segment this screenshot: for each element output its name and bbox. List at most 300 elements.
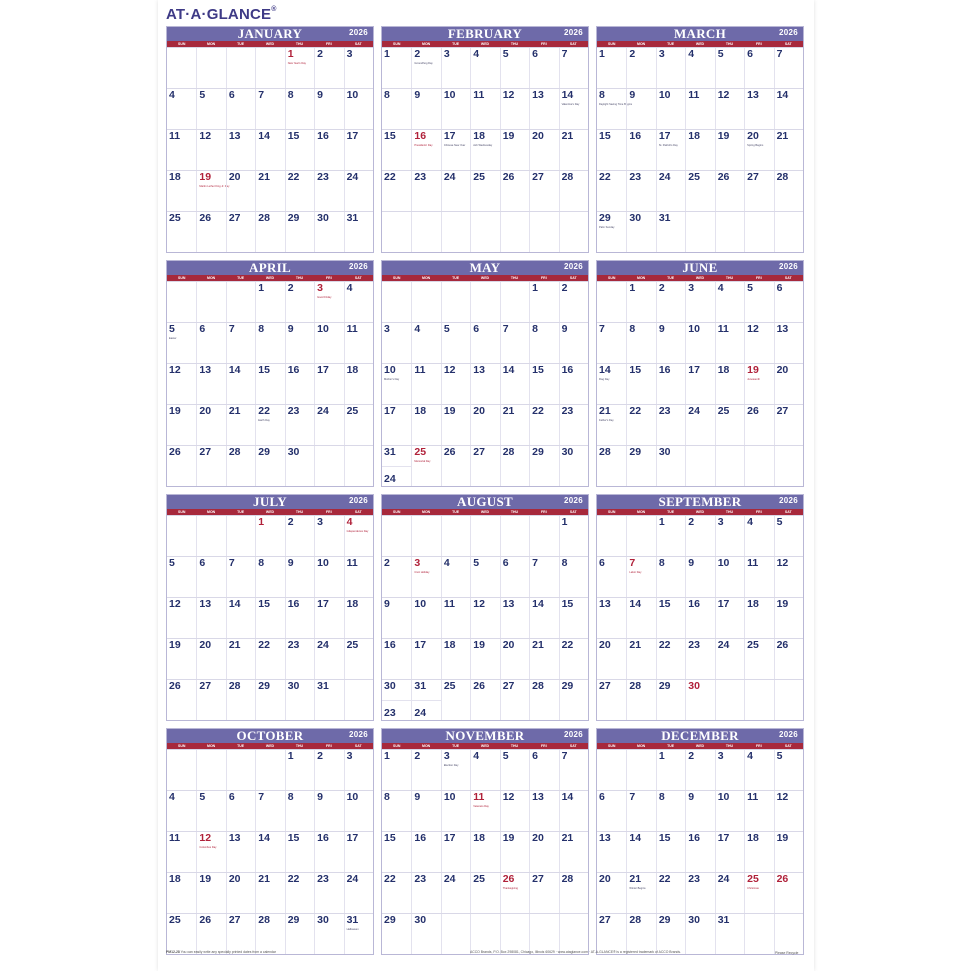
weekday-label: TUE — [667, 276, 675, 280]
day-number: 16 — [414, 130, 427, 142]
weekday-label: SUN — [178, 42, 186, 46]
day-number: 24 — [443, 873, 456, 885]
month-year: 2026 — [349, 262, 368, 271]
day-cell — [382, 446, 411, 486]
day-cell — [626, 446, 655, 486]
day-number: 13 — [599, 832, 611, 844]
day-cell — [255, 639, 284, 679]
day-cell — [255, 405, 284, 445]
day-cell — [656, 323, 685, 363]
weekday-label: WED — [265, 744, 275, 748]
day-number: 13 — [228, 832, 241, 844]
day-cell — [314, 323, 343, 363]
day-cell — [656, 282, 685, 322]
day-cell — [744, 446, 773, 486]
day-cell — [656, 405, 685, 445]
day-cell — [167, 405, 196, 445]
weekday-label: SAT — [354, 510, 362, 514]
day-cell — [529, 639, 558, 679]
day-number: 19 — [473, 639, 485, 651]
day-number: 16 — [629, 130, 642, 142]
week-row — [382, 363, 588, 404]
day-number: 26 — [169, 446, 181, 458]
day-cell — [626, 364, 655, 404]
day-note: Flag Day — [599, 378, 610, 381]
day-cell — [167, 130, 196, 170]
day-number: 20 — [776, 364, 789, 376]
day-number: 14 — [258, 832, 270, 844]
day-note: Valentine's Day — [561, 103, 580, 106]
day-cell — [314, 364, 343, 404]
day-number: 23 — [688, 639, 700, 651]
month-august — [381, 494, 589, 721]
day-cell — [285, 171, 314, 211]
day-cell — [382, 364, 411, 404]
day-number: 9 — [658, 323, 665, 335]
weekday-label: MON — [637, 276, 646, 280]
day-cell — [344, 791, 373, 831]
day-cell — [226, 446, 255, 486]
day-number: 27 — [532, 171, 544, 183]
day-number: 17 — [717, 832, 730, 844]
day-cell — [441, 89, 470, 129]
footer-center: ACCO Brands, P.O. Box 298081, Chicago, Illinois 60629 · www.ataglance.com · AT-A-GLANCE® is a registered trademark of ACCO Brands. — [470, 950, 681, 954]
day-number: 12 — [502, 791, 515, 803]
day-number: 3 — [317, 282, 323, 294]
day-number: 3 — [346, 750, 353, 762]
day-cell — [559, 873, 588, 913]
day-cell — [285, 557, 314, 597]
day-cell — [685, 405, 714, 445]
day-number: 4 — [688, 48, 695, 60]
brand-mark: ® — [271, 6, 277, 13]
day-cell — [559, 323, 588, 363]
day-number: 21 — [599, 405, 611, 417]
day-cell — [314, 750, 343, 790]
day-cell — [344, 89, 373, 129]
day-cell — [411, 832, 440, 872]
day-number: 3 — [717, 516, 724, 528]
day-cell — [382, 914, 411, 954]
day-cell — [285, 405, 314, 445]
day-number: 12 — [169, 364, 181, 376]
day-cell — [685, 446, 714, 486]
day-cell — [715, 48, 744, 88]
month-september — [596, 494, 804, 721]
day-cell — [167, 446, 196, 486]
day-cell — [382, 282, 411, 322]
weekday-label: FRI — [756, 744, 762, 748]
day-cell — [774, 832, 803, 872]
day-cell — [314, 405, 343, 445]
day-cell — [470, 598, 499, 638]
day-cell — [167, 680, 196, 720]
day-cell — [285, 89, 314, 129]
day-cell — [344, 364, 373, 404]
day-cell — [382, 171, 411, 211]
day-cell — [285, 750, 314, 790]
day-number: 29 — [287, 914, 300, 926]
day-cell — [285, 873, 314, 913]
day-cell — [167, 914, 196, 954]
day-number: 19 — [776, 598, 789, 610]
day-cell — [167, 750, 196, 790]
month-name: MARCH — [673, 26, 727, 41]
day-cell — [597, 282, 626, 322]
day-cell — [411, 446, 440, 486]
day-number: 27 — [599, 680, 611, 692]
day-cell — [529, 48, 558, 88]
day-cell — [470, 212, 499, 252]
day-number: 1 — [629, 282, 636, 294]
weekday-label: TUE — [237, 744, 245, 748]
footer-left — [166, 950, 276, 954]
day-number: 5 — [717, 48, 724, 60]
day-number: 20 — [228, 873, 241, 885]
day-cell — [597, 750, 626, 790]
day-number: 12 — [776, 557, 789, 569]
day-cell — [196, 639, 225, 679]
day-cell — [744, 873, 773, 913]
day-number: 24 — [384, 473, 396, 485]
day-number: 10 — [717, 791, 730, 803]
day-cell — [626, 914, 655, 954]
day-number: 30 — [287, 680, 300, 692]
day-number: 26 — [199, 914, 212, 926]
day-number: 15 — [561, 598, 574, 610]
day-cell — [774, 516, 803, 556]
day-number: 10 — [658, 89, 671, 101]
day-number: 4 — [717, 282, 724, 294]
weekday-label: MON — [637, 510, 646, 514]
day-number: 24 — [346, 873, 359, 885]
day-cell — [411, 282, 440, 322]
weekday-label: MON — [207, 42, 216, 46]
day-cell — [226, 212, 255, 252]
footer-right: Please Recycle — [775, 951, 799, 955]
day-number: 5 — [199, 791, 206, 803]
day-cell — [382, 639, 411, 679]
week-row — [167, 790, 373, 831]
day-number: 5 — [776, 516, 783, 528]
day-number: 23 — [317, 873, 329, 885]
day-number: 15 — [258, 364, 270, 376]
week-row — [382, 872, 588, 913]
day-number: 2 — [384, 557, 390, 569]
day-cell — [559, 914, 588, 954]
day-cell — [255, 832, 284, 872]
week-row — [382, 170, 588, 211]
weekday-label: FRI — [541, 510, 547, 514]
day-number: 6 — [599, 557, 605, 569]
brand-logo — [166, 6, 277, 23]
day-number: 10 — [384, 364, 396, 376]
day-number: 17 — [346, 832, 359, 844]
day-cell — [285, 639, 314, 679]
day-number: 18 — [747, 832, 759, 844]
day-number: 17 — [414, 639, 427, 651]
day-number: 10 — [443, 791, 456, 803]
day-cell — [196, 171, 230, 211]
day-cell — [382, 750, 411, 790]
day-number: 22 — [532, 405, 544, 417]
day-cell — [382, 405, 411, 445]
day-number: 11 — [346, 557, 358, 569]
day-cell — [597, 832, 626, 872]
weekday-label: FRI — [541, 276, 547, 280]
day-cell — [167, 873, 196, 913]
day-cell — [529, 212, 558, 252]
day-number: 30 — [629, 212, 642, 224]
day-number: 25 — [688, 171, 700, 183]
day-number: 16 — [414, 832, 427, 844]
week-row — [167, 679, 373, 720]
day-cell — [529, 282, 558, 322]
day-number: 19 — [747, 364, 759, 376]
day-number: 29 — [258, 680, 270, 692]
day-cell — [559, 750, 588, 790]
day-cell — [529, 364, 558, 404]
day-cell — [167, 791, 196, 831]
day-cell — [226, 832, 255, 872]
day-number: 2 — [414, 48, 421, 60]
day-number: 7 — [561, 48, 568, 60]
weekday-label: TUE — [237, 42, 245, 46]
day-cell — [314, 516, 343, 556]
day-cell — [344, 405, 373, 445]
day-cell — [559, 598, 588, 638]
day-cell — [559, 791, 588, 831]
day-cell — [744, 791, 773, 831]
day-number: 29 — [287, 212, 300, 224]
footer-left-text: You can easily write any specially printed dates from a calendar — [180, 950, 276, 954]
day-number: 7 — [502, 323, 509, 335]
day-number: 10 — [317, 557, 329, 569]
day-number: 18 — [169, 873, 181, 885]
day-cell — [470, 89, 499, 129]
day-number: 31 — [384, 446, 396, 458]
day-cell — [685, 323, 714, 363]
day-cell — [656, 89, 685, 129]
day-cell — [774, 598, 803, 638]
day-number: 2 — [658, 282, 665, 294]
day-number: 24 — [658, 171, 671, 183]
month-weeks — [597, 749, 803, 954]
day-cell — [441, 914, 470, 954]
day-number: 31 — [658, 212, 671, 224]
week-row — [167, 515, 373, 556]
day-cell — [597, 914, 626, 954]
day-cell — [470, 282, 499, 322]
day-cell — [226, 791, 255, 831]
weekday-label: THU — [295, 42, 304, 46]
weekday-label: THU — [725, 276, 734, 280]
day-number: 4 — [473, 750, 480, 762]
day-cell — [685, 48, 714, 88]
day-cell — [500, 598, 529, 638]
day-number: 8 — [629, 323, 636, 335]
day-number: 31 — [717, 914, 730, 926]
day-cell — [597, 680, 626, 720]
day-cell — [441, 405, 470, 445]
day-number: 14 — [599, 364, 611, 376]
day-number: 5 — [199, 89, 206, 101]
day-number: 26 — [776, 639, 789, 651]
day-cell — [529, 171, 558, 211]
week-row — [167, 638, 373, 679]
day-cell — [626, 873, 655, 913]
day-number: 19 — [169, 405, 181, 417]
day-cell — [685, 873, 714, 913]
month-year: 2026 — [349, 496, 368, 505]
day-cell — [344, 323, 373, 363]
day-number: 4 — [414, 323, 421, 335]
day-number: 3 — [346, 48, 353, 60]
day-cell — [314, 89, 343, 129]
day-number: 8 — [384, 791, 390, 803]
day-number: 30 — [384, 680, 396, 692]
weekday-label: SAT — [569, 744, 577, 748]
day-cell — [255, 130, 284, 170]
day-cell — [255, 364, 284, 404]
day-cell — [626, 405, 655, 445]
month-name: APRIL — [249, 260, 291, 275]
weekday-label: WED — [480, 744, 490, 748]
day-number: 18 — [169, 171, 181, 183]
day-number: 14 — [629, 832, 642, 844]
day-cell — [441, 598, 470, 638]
weekday-label: FRI — [756, 276, 762, 280]
day-number: 12 — [473, 598, 485, 610]
day-cell — [196, 791, 225, 831]
day-number: 22 — [258, 405, 270, 417]
day-cell — [500, 446, 529, 486]
day-cell — [196, 48, 225, 88]
day-number: 8 — [287, 89, 294, 101]
day-cell — [255, 680, 284, 720]
day-number: 20 — [532, 832, 544, 844]
month-name: JUNE — [682, 260, 718, 275]
day-cell — [344, 750, 373, 790]
day-number: 4 — [346, 282, 353, 294]
day-number: 19 — [169, 639, 181, 651]
day-cell — [685, 791, 714, 831]
day-note: Juneteenth — [747, 378, 760, 381]
day-cell — [597, 89, 633, 129]
day-number: 15 — [532, 364, 544, 376]
month-name: MAY — [469, 260, 501, 275]
day-number: 25 — [747, 873, 759, 885]
day-cell — [255, 557, 284, 597]
month-header — [167, 495, 373, 509]
month-may — [381, 260, 589, 487]
day-number: 30 — [317, 914, 329, 926]
month-year: 2026 — [779, 28, 798, 37]
day-cell — [626, 750, 655, 790]
day-cell — [500, 48, 529, 88]
day-cell — [382, 130, 411, 170]
day-note: Halloween — [346, 928, 359, 931]
day-cell — [715, 212, 744, 252]
day-cell — [285, 48, 314, 88]
day-cell — [744, 89, 773, 129]
day-number: 19 — [717, 130, 730, 142]
day-number: 1 — [658, 750, 665, 762]
day-cell — [226, 598, 255, 638]
day-cell — [715, 89, 744, 129]
day-number: 28 — [228, 680, 241, 692]
day-cell — [167, 557, 196, 597]
day-note: Good Friday — [317, 296, 332, 299]
day-number: 9 — [561, 323, 568, 335]
day-number: 20 — [599, 639, 611, 651]
day-cell — [411, 791, 440, 831]
day-note: Ash Wednesday — [473, 144, 493, 147]
day-number: 20 — [473, 405, 485, 417]
day-cell — [656, 598, 685, 638]
day-number: 29 — [658, 914, 671, 926]
day-number: 6 — [532, 750, 538, 762]
month-header — [597, 729, 803, 743]
day-number: 23 — [287, 639, 300, 651]
day-cell — [529, 750, 558, 790]
day-note: New Year's Day — [287, 62, 306, 65]
day-cell — [529, 680, 558, 720]
day-number: 13 — [532, 791, 544, 803]
day-number: 7 — [258, 89, 265, 101]
day-cell — [500, 323, 529, 363]
day-number: 17 — [443, 130, 456, 142]
day-cell — [744, 364, 773, 404]
day-number: 27 — [228, 914, 241, 926]
day-number: 4 — [169, 791, 175, 803]
day-number: 14 — [228, 364, 241, 376]
day-cell — [285, 212, 314, 252]
day-cell — [167, 516, 196, 556]
day-number: 28 — [228, 446, 241, 458]
day-number: 23 — [414, 873, 427, 885]
day-number: 30 — [688, 914, 700, 926]
day-cell — [656, 212, 685, 252]
weekday-label: FRI — [541, 744, 547, 748]
day-cell — [685, 680, 714, 720]
day-cell — [715, 171, 744, 211]
day-note: Civic Holiday — [414, 571, 430, 574]
day-number: 22 — [561, 639, 574, 651]
day-cell — [500, 832, 529, 872]
week-row — [597, 170, 803, 211]
day-cell — [744, 48, 773, 88]
day-number: 19 — [502, 130, 515, 142]
weekday-label: THU — [725, 744, 734, 748]
day-number: 18 — [688, 130, 700, 142]
day-cell — [226, 130, 255, 170]
month-weeks — [597, 47, 803, 252]
day-cell — [529, 516, 558, 556]
day-cell — [715, 832, 744, 872]
day-number: 10 — [443, 89, 456, 101]
day-number: 20 — [228, 171, 241, 183]
day-cell — [470, 130, 499, 170]
day-number: 7 — [599, 323, 605, 335]
day-cell — [559, 89, 588, 129]
week-row — [167, 597, 373, 638]
month-year: 2026 — [349, 730, 368, 739]
day-cell — [344, 282, 373, 322]
day-number: 11 — [688, 89, 700, 101]
day-cell — [441, 48, 470, 88]
weekday-label: WED — [480, 510, 490, 514]
